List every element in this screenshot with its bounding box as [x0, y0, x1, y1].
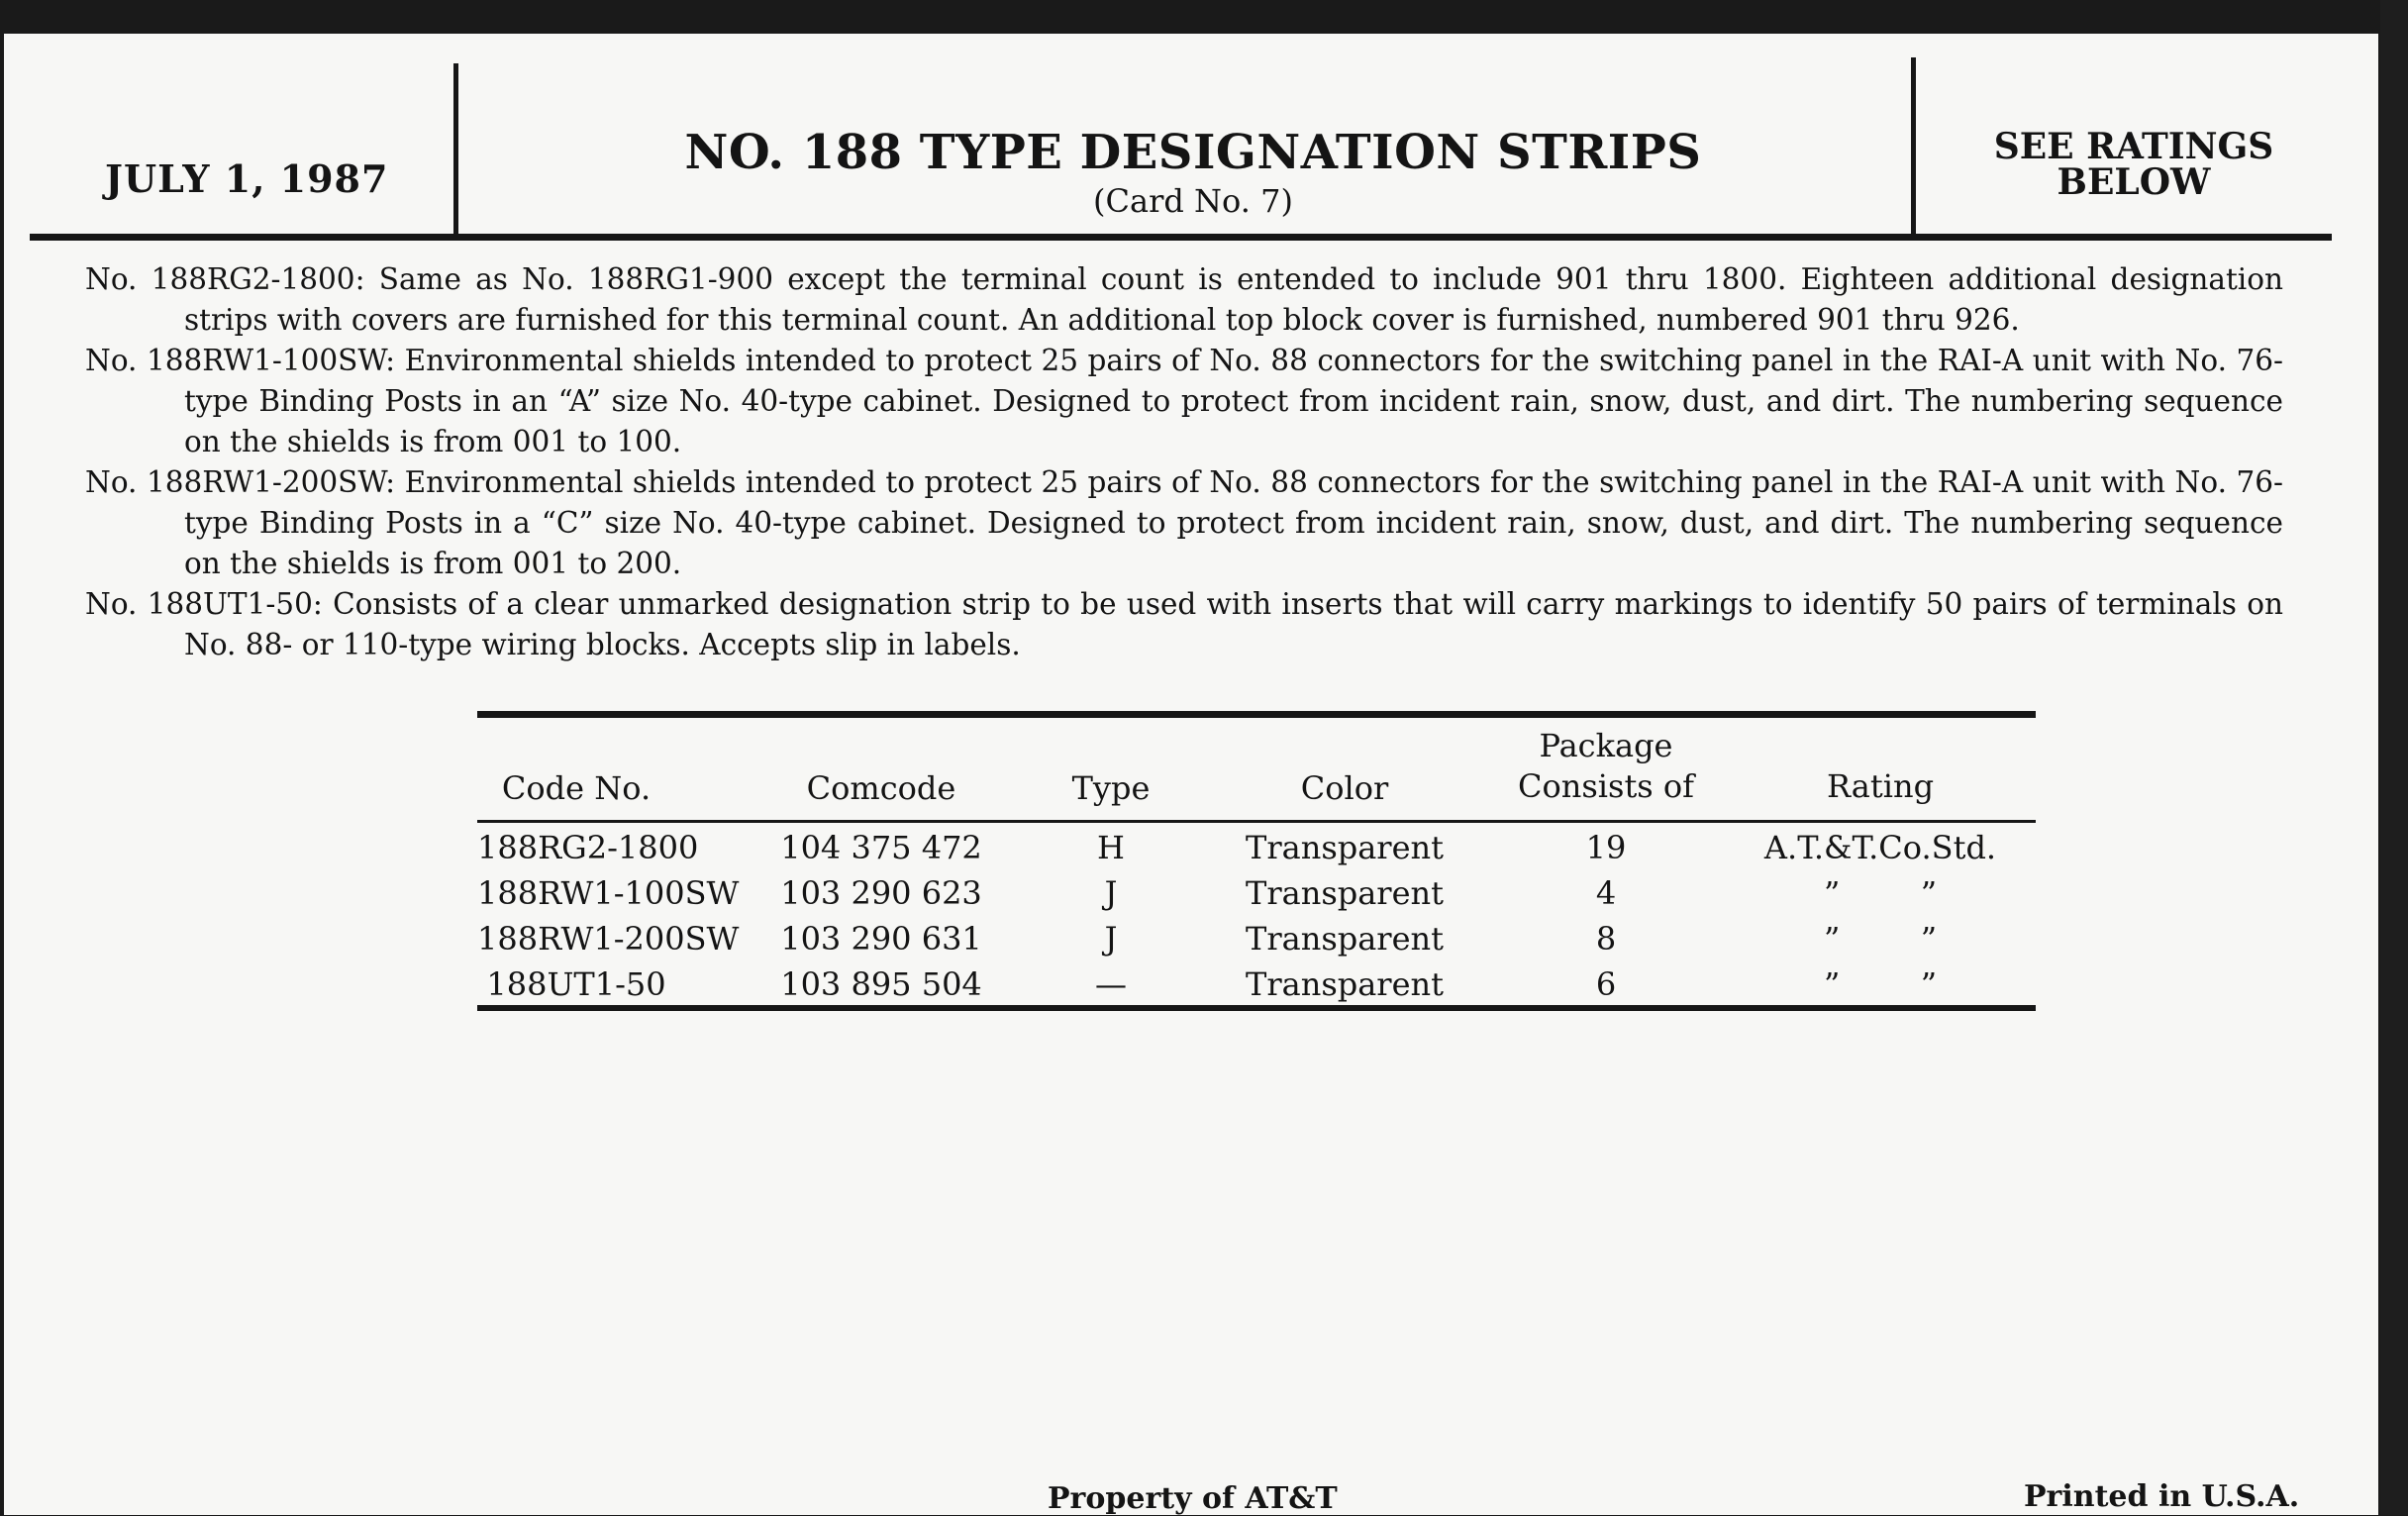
ratings-note-line1: SEE RATINGS [1993, 126, 2274, 167]
ratings-note-line2: BELOW [2057, 161, 2211, 203]
descriptions [85, 259, 2283, 665]
table-row [477, 914, 2036, 960]
cell-code: 188RW1-100SW [477, 874, 740, 912]
header-code: Code No. [501, 769, 652, 807]
description-188ut1-50: No. 188UT1-50: Consists of a clear unmarked designation strip to be used with inserts that will carry markings to identify 50 pairs of terminals on No. 88- or 110-type wiring blocks. Accepts slip in labels. [85, 587, 2283, 661]
footer-printed: Printed in U.S.A. [2024, 1479, 2300, 1514]
cell-type: — [1095, 965, 1127, 1003]
header-color: Color [1300, 769, 1389, 807]
cell-package: 4 [1595, 874, 1617, 912]
cell-code: 188UT1-50 [486, 965, 666, 1003]
scan-edge [2380, 0, 2408, 1515]
table-row [477, 960, 2036, 1005]
cell-color: Transparent [1245, 829, 1444, 866]
cell-color: Transparent [1245, 920, 1444, 958]
table-bottom-rule [477, 1005, 2036, 1011]
table-header [477, 718, 2036, 820]
cell-package: 8 [1595, 920, 1617, 958]
header-type: Type [1071, 769, 1151, 807]
header-rating: Rating [1826, 767, 1935, 805]
cell-type: H [1097, 829, 1125, 866]
cell-type: J [1104, 920, 1118, 958]
cell-code: 188RW1-200SW [477, 920, 740, 958]
cell-rating: ” ” [1823, 920, 1938, 958]
cell-package: 6 [1595, 965, 1617, 1003]
page-title: NO. 188 TYPE DESIGNATION STRIPS [684, 125, 1702, 180]
table-row [477, 823, 2036, 868]
table-row [477, 868, 2036, 914]
card-header [30, 63, 2332, 243]
cell-comcode: 103 895 504 [780, 965, 982, 1003]
cell-package: 19 [1585, 829, 1627, 866]
header-rule [30, 234, 2332, 241]
cell-rating: ” ” [1823, 874, 1938, 912]
cell-rating: A.T.&T.Co.Std. [1763, 829, 1997, 866]
footer-property: Property of AT&T [1048, 1481, 1338, 1516]
description-188rw1-200sw: No. 188RW1-200SW: Environmental shields intended to protect 25 pairs of No. 88 connectors for the switching panel in the RAI-A unit with No. 76-type Binding Posts in a “C” size No. 40-type cabinet. Designed to protect from incident rain, snow, dust, and dirt. The numbering sequence on the shields is from 001 to 200. [85, 465, 2283, 580]
product-table [477, 711, 2036, 1011]
description-188rg2-1800: No. 188RG2-1800: Same as No. 188RG1-900 except the terminal count is entended to include 901 thru 1800. Eighteen additional designation strips with covers are furnished for this terminal count. An additional top block cover is furnished, numbered 901 thru 926. [85, 262, 2283, 337]
issue-date: JULY 1, 1987 [105, 156, 389, 201]
card-number: (Card No. 7) [1093, 182, 1293, 220]
cell-rating: ” ” [1823, 965, 1938, 1003]
header-package-line1: Package [1539, 727, 1673, 764]
catalog-card [4, 34, 2378, 1515]
header-package-line2: Consists of [1518, 767, 1694, 805]
cell-comcode: 103 290 623 [780, 874, 982, 912]
cell-type: J [1104, 874, 1118, 912]
cell-color: Transparent [1245, 965, 1444, 1003]
cell-color: Transparent [1245, 874, 1444, 912]
ratings-note [1931, 126, 2337, 203]
description-188rw1-100sw: No. 188RW1-100SW: Environmental shields intended to protect 25 pairs of No. 88 connectors for the switching panel in the RAI-A unit with No. 76-type Binding Posts in an “A” size No. 40-type cabinet. Designed to protect from incident rain, snow, dust, and dirt. The numbering sequence on the shields is from 001 to 100. [85, 344, 2283, 458]
cell-code: 188RG2-1800 [477, 829, 699, 866]
cell-comcode: 104 375 472 [780, 829, 982, 866]
cell-comcode: 103 290 631 [780, 920, 982, 958]
table-top-rule [477, 711, 2036, 718]
header-comcode: Comcode [806, 769, 956, 807]
